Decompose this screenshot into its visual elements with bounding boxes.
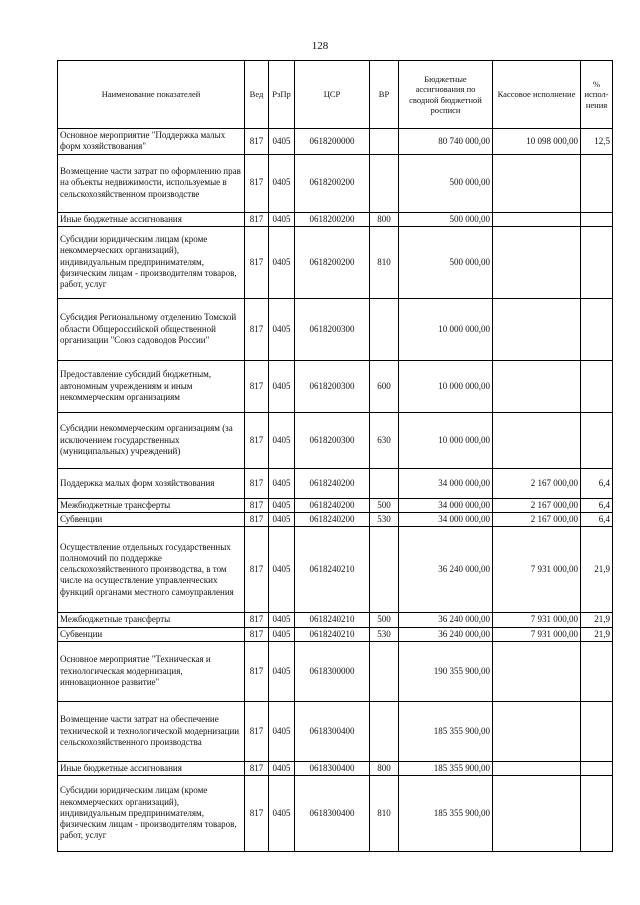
cell-budget: 185 355 900,00 — [399, 701, 493, 761]
cell-rzpr: 0405 — [269, 360, 295, 412]
cell-cash — [493, 360, 581, 412]
table-row — [58, 468, 613, 498]
cell-name: Предоставление субсидий бюджетным, автономным учреждениям и иным некоммерческим организациям — [58, 360, 245, 412]
cell-cash — [493, 412, 581, 468]
cell-budget: 80 740 000,00 — [399, 129, 493, 155]
cell-csr: 0618200300 — [295, 412, 370, 468]
cell-budget: 10 000 000,00 — [399, 360, 493, 412]
cell-ved: 817 — [245, 761, 269, 775]
cell-rzpr: 0405 — [269, 468, 295, 498]
table-row — [58, 513, 613, 527]
cell-budget: 34 000 000,00 — [399, 513, 493, 527]
cell-cash: 7 931 000,00 — [493, 527, 581, 613]
cell-rzpr: 0405 — [269, 513, 295, 527]
cell-vr: 600 — [370, 360, 399, 412]
table-row — [58, 641, 613, 701]
table-row — [58, 212, 613, 226]
cell-budget: 10 000 000,00 — [399, 298, 493, 360]
cell-ved: 817 — [245, 498, 269, 512]
table-body — [58, 129, 613, 852]
cell-vr: 500 — [370, 613, 399, 627]
cell-vr — [370, 641, 399, 701]
cell-cash: 10 098 000,00 — [493, 129, 581, 155]
cell-percent: 21,9 — [581, 527, 613, 613]
cell-percent — [581, 298, 613, 360]
cell-csr: 0618300400 — [295, 776, 370, 852]
cell-budget: 36 240 000,00 — [399, 613, 493, 627]
cell-cash — [493, 761, 581, 775]
cell-csr: 0618240210 — [295, 613, 370, 627]
cell-name: Основное мероприятие "Поддержка малых форм хозяйствования" — [58, 129, 245, 155]
cell-percent — [581, 154, 613, 212]
cell-vr — [370, 129, 399, 155]
cell-vr: 810 — [370, 776, 399, 852]
cell-percent — [581, 226, 613, 298]
cell-cash: 7 931 000,00 — [493, 613, 581, 627]
cell-budget: 185 355 900,00 — [399, 761, 493, 775]
cell-percent — [581, 701, 613, 761]
cell-budget: 185 355 900,00 — [399, 776, 493, 852]
cell-budget: 10 000 000,00 — [399, 412, 493, 468]
cell-budget: 36 240 000,00 — [399, 627, 493, 641]
cell-budget: 34 000 000,00 — [399, 468, 493, 498]
cell-budget: 190 355 900,00 — [399, 641, 493, 701]
cell-rzpr: 0405 — [269, 129, 295, 155]
cell-cash — [493, 298, 581, 360]
cell-cash — [493, 776, 581, 852]
page-number: 128 — [311, 40, 329, 52]
cell-rzpr: 0405 — [269, 498, 295, 512]
cell-name: Субвенции — [58, 513, 245, 527]
cell-vr: 630 — [370, 412, 399, 468]
cell-rzpr: 0405 — [269, 776, 295, 852]
cell-vr — [370, 468, 399, 498]
cell-ved: 817 — [245, 613, 269, 627]
header-rzpr: РзПр — [269, 61, 295, 129]
cell-name: Осуществление отдельных государственных полномочий по поддержке сельскохозяйственного производства, в том числе на осуществление управленческих функций органами местного самоуправления — [58, 527, 245, 613]
cell-cash — [493, 212, 581, 226]
cell-cash — [493, 226, 581, 298]
cell-csr: 0618200200 — [295, 154, 370, 212]
cell-budget: 500 000,00 — [399, 226, 493, 298]
table-row — [58, 627, 613, 641]
cell-percent — [581, 776, 613, 852]
cell-budget: 500 000,00 — [399, 212, 493, 226]
header-budget: Бюджетные ассигнования по сводной бюджетной росписи — [399, 61, 493, 129]
table-row — [58, 776, 613, 852]
cell-ved: 817 — [245, 298, 269, 360]
cell-csr: 0618300400 — [295, 761, 370, 775]
table-row — [58, 412, 613, 468]
cell-name: Поддержка малых форм хозяйствования — [58, 468, 245, 498]
cell-rzpr: 0405 — [269, 761, 295, 775]
cell-name: Возмещение части затрат по оформлению прав на объекты недвижимости, используемые в сельскохозяйственном производстве — [58, 154, 245, 212]
cell-vr: 800 — [370, 212, 399, 226]
cell-name: Межбюджетные трансферты — [58, 613, 245, 627]
cell-ved: 817 — [245, 513, 269, 527]
header-ved: Вед — [245, 61, 269, 129]
cell-csr: 0618200300 — [295, 360, 370, 412]
cell-rzpr: 0405 — [269, 613, 295, 627]
cell-rzpr: 0405 — [269, 527, 295, 613]
cell-budget: 34 000 000,00 — [399, 498, 493, 512]
cell-budget: 36 240 000,00 — [399, 527, 493, 613]
cell-percent — [581, 412, 613, 468]
cell-ved: 817 — [245, 226, 269, 298]
cell-percent: 6,4 — [581, 513, 613, 527]
cell-csr: 0618240200 — [295, 498, 370, 512]
cell-vr: 500 — [370, 498, 399, 512]
cell-name: Межбюджетные трансферты — [58, 498, 245, 512]
table-row — [58, 360, 613, 412]
table-header-row — [58, 61, 613, 129]
header-vr: ВР — [370, 61, 399, 129]
cell-percent: 6,4 — [581, 468, 613, 498]
cell-percent: 12,5 — [581, 129, 613, 155]
cell-csr: 0618240210 — [295, 527, 370, 613]
table-row — [58, 129, 613, 155]
header-csr: ЦСР — [295, 61, 370, 129]
cell-vr — [370, 701, 399, 761]
cell-rzpr: 0405 — [269, 212, 295, 226]
cell-rzpr: 0405 — [269, 701, 295, 761]
cell-name: Основное мероприятие "Техническая и технологическая модернизация, инновационное развитие" — [58, 641, 245, 701]
header-name: Наименование показателей — [58, 61, 245, 129]
cell-cash — [493, 154, 581, 212]
cell-percent — [581, 761, 613, 775]
cell-rzpr: 0405 — [269, 154, 295, 212]
cell-ved: 817 — [245, 627, 269, 641]
cell-rzpr: 0405 — [269, 226, 295, 298]
cell-csr: 0618200200 — [295, 212, 370, 226]
table-row — [58, 226, 613, 298]
cell-percent — [581, 641, 613, 701]
cell-name: Субвенции — [58, 627, 245, 641]
table-row — [58, 613, 613, 627]
cell-csr: 0618200200 — [295, 226, 370, 298]
cell-vr — [370, 527, 399, 613]
cell-percent: 6,4 — [581, 498, 613, 512]
table-row — [58, 527, 613, 613]
cell-vr: 530 — [370, 627, 399, 641]
cell-ved: 817 — [245, 776, 269, 852]
cell-csr: 0618240200 — [295, 468, 370, 498]
cell-cash: 2 167 000,00 — [493, 513, 581, 527]
cell-budget: 500 000,00 — [399, 154, 493, 212]
cell-ved: 817 — [245, 527, 269, 613]
cell-name: Субсидии юридическим лицам (кроме некоммерческих организаций), индивидуальным предпринимателям, физическим лицам - производителям товаров, работ, услуг — [58, 776, 245, 852]
cell-ved: 817 — [245, 154, 269, 212]
table-row — [58, 154, 613, 212]
cell-rzpr: 0405 — [269, 412, 295, 468]
cell-ved: 817 — [245, 360, 269, 412]
budget-table — [57, 60, 613, 852]
cell-rzpr: 0405 — [269, 627, 295, 641]
cell-cash — [493, 701, 581, 761]
cell-csr: 0618240200 — [295, 513, 370, 527]
cell-name: Возмещение части затрат на обеспечение технической и технологической модернизации сельскохозяйственного производства — [58, 701, 245, 761]
cell-percent — [581, 212, 613, 226]
cell-ved: 817 — [245, 412, 269, 468]
header-cash: Кассовое исполнение — [493, 61, 581, 129]
cell-csr: 0618300000 — [295, 641, 370, 701]
cell-csr: 0618240210 — [295, 627, 370, 641]
cell-vr: 810 — [370, 226, 399, 298]
cell-ved: 817 — [245, 468, 269, 498]
cell-name: Субсидия Региональному отделению Томской области Общероссийской общественной организации "Союз садоводов России" — [58, 298, 245, 360]
cell-name: Субсидии некоммерческим организациям (за исключением государственных (муниципальных) учреждений) — [58, 412, 245, 468]
cell-rzpr: 0405 — [269, 641, 295, 701]
table-row — [58, 761, 613, 775]
cell-name: Иные бюджетные ассигнования — [58, 212, 245, 226]
cell-percent: 21,9 — [581, 627, 613, 641]
cell-cash: 2 167 000,00 — [493, 468, 581, 498]
cell-csr: 0618300400 — [295, 701, 370, 761]
cell-percent: 21,9 — [581, 613, 613, 627]
header-percent: % испол-нения — [581, 61, 613, 129]
cell-cash: 7 931 000,00 — [493, 627, 581, 641]
cell-ved: 817 — [245, 701, 269, 761]
cell-csr: 0618200300 — [295, 298, 370, 360]
cell-ved: 817 — [245, 129, 269, 155]
cell-csr: 0618200000 — [295, 129, 370, 155]
cell-cash — [493, 641, 581, 701]
table-row — [58, 701, 613, 761]
table-row — [58, 498, 613, 512]
cell-percent — [581, 360, 613, 412]
cell-vr: 530 — [370, 513, 399, 527]
cell-vr: 800 — [370, 761, 399, 775]
cell-ved: 817 — [245, 641, 269, 701]
cell-rzpr: 0405 — [269, 298, 295, 360]
cell-cash: 2 167 000,00 — [493, 498, 581, 512]
cell-ved: 817 — [245, 212, 269, 226]
cell-vr — [370, 298, 399, 360]
cell-name: Субсидии юридическим лицам (кроме некоммерческих организаций), индивидуальным предпринимателям, физическим лицам - производителям товаров, работ, услуг — [58, 226, 245, 298]
cell-name: Иные бюджетные ассигнования — [58, 761, 245, 775]
cell-vr — [370, 154, 399, 212]
table-row — [58, 298, 613, 360]
